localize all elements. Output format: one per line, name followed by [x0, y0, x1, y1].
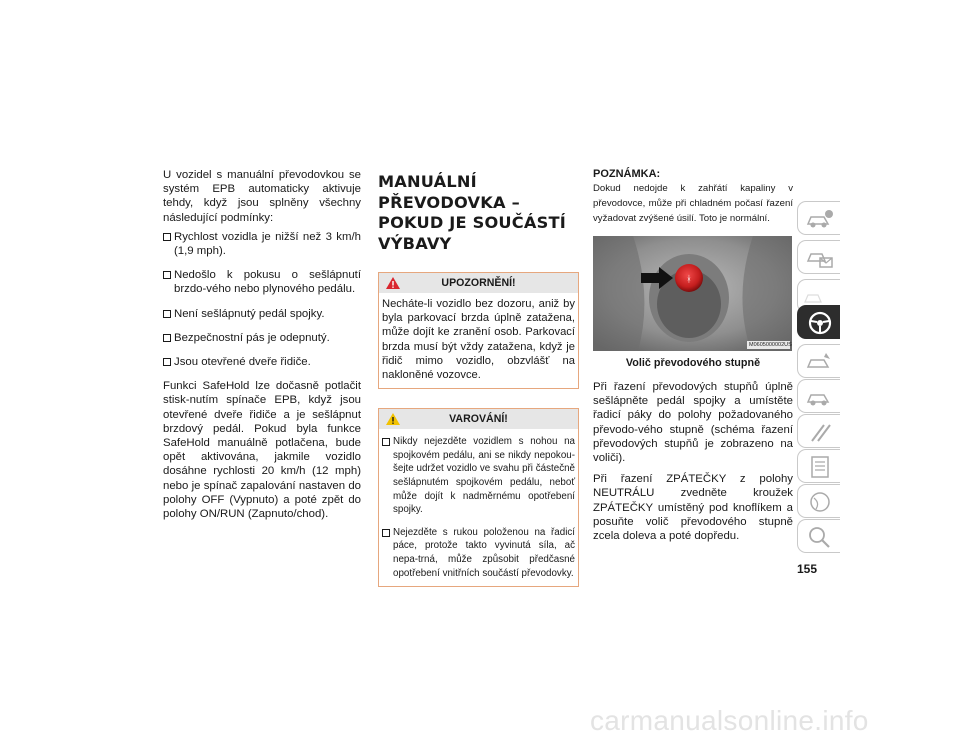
- gear-shifter-image: [593, 236, 792, 351]
- magnifier-icon: [804, 524, 836, 550]
- checkbox-bullet-icon: [163, 334, 171, 342]
- caution-title: UPOZORNĚNÍ!: [441, 277, 516, 289]
- shifting-paragraph: Při řazení převodových stupňů úplně sešlápněte pedál spojky a umístěte řadicí páky do polohy požadovaného převodo-vého stupně (schéma řazení převodových stupňů je zobrazeno na voliči).: [593, 381, 793, 465]
- page-number: 155: [797, 562, 818, 576]
- section-heading: MANUÁLNÍ PŘEVODOVKA – POKUD JE SOUČÁSTÍ VÝBAVY: [378, 172, 566, 253]
- list-item: Nejezděte s rukou položenou na řadicí páce, protože takto vyvinutá síla, ač nepa-trná, může způsobit předčasné opotřebení vnitřních součástí převodovky.: [382, 526, 575, 580]
- checkbox-bullet-icon: [382, 438, 390, 446]
- image-caption: Volič převodového stupně: [625, 357, 761, 369]
- car-mail-icon: [804, 245, 836, 271]
- intro-paragraph: U vozidel s manuální převodovkou se systém EPB automaticky aktivuje tehdy, když jsou splněny všechny následující podmínky:: [163, 169, 361, 224]
- list-item: Bezpečnostní pás je odepnutý.: [163, 331, 361, 345]
- safehold-paragraph: Funkci SafeHold lze dočasně potlačit stisk-nutím spínače EPB, když jsou otevřené dveře řidiče a je sešlápnut brzdový pedál. Pokud byla funkce SafeHold manuálně potlačena, bude opět aktivována, jakmile vozidlo dosáhne rychlosti 20 km/h (12 mph) nebo je spínač zapalování nastaven do polohy OFF (Vypnuto) a poté zpět do polohy ON/RUN (Zapnuto/chod).: [163, 380, 361, 521]
- car-service-icon: [804, 384, 836, 410]
- checkbox-bullet-icon: [163, 358, 171, 366]
- warning-box: [378, 408, 579, 587]
- warning-list: [382, 435, 575, 580]
- warning-title: VAROVÁNÍ!: [449, 413, 508, 426]
- list-item: Jsou otevřené dveře řidiče.: [163, 355, 361, 369]
- car-info-icon: [804, 206, 836, 232]
- tab-search[interactable]: [797, 519, 840, 553]
- column-left: [163, 168, 361, 521]
- tab-steering-wheel-active[interactable]: [797, 305, 840, 339]
- gear-selector-photo: [593, 236, 792, 351]
- tab-list-document[interactable]: [797, 449, 840, 483]
- note-title: POZNÁMKA:: [593, 168, 661, 180]
- checkbox-bullet-icon: [163, 233, 171, 241]
- image-code: M0605000002US: [749, 342, 792, 348]
- tab-car-mail[interactable]: [797, 240, 840, 274]
- caution-header: [379, 273, 578, 293]
- warning-triangle-icon: [385, 412, 401, 426]
- tools-icon: [804, 419, 836, 445]
- list-item: Nikdy nejezděte vozidlem s nohou na spojkovém pedálu, ani se nikdy nepokou-šejte udržet vozidlo ve svahu při částečně sešlápnutém spojkovém pedálu, neboť může dojít k nadměrnému opotřebení spojky.: [382, 435, 575, 517]
- column-middle: [378, 172, 578, 587]
- watermark: carmanualsonline.info: [590, 705, 869, 736]
- caution-text: Necháte-li vozidlo bez dozoru, aniž by byla parkovací brzda úplně zatažena, může dojít ke zranění osob. Parkovací brzda musí být vždy zatažena, když je řidič mimo vozidlo, obzvlášť na nakloněné vozovce.: [382, 298, 575, 382]
- conditions-list: [163, 230, 361, 369]
- checkbox-bullet-icon: [163, 310, 171, 318]
- list-item: Nedošlo k pokusu o sešlápnutí brzdo-vého nebo plynového pedálu.: [163, 268, 361, 296]
- note-text: Dokud nedojde k zahřátí kapaliny v převodovce, může při chladném počasí řazení vyžadovat zvýšené úsilí. Toto je normální.: [593, 183, 793, 224]
- list-item: Rychlost vozidla je nižší než 3 km/h (1,9 mph).: [163, 230, 361, 258]
- globe-icon: [804, 489, 836, 515]
- warning-header: [379, 409, 578, 429]
- tab-car-info[interactable]: [797, 201, 840, 235]
- tab-car-crash[interactable]: [797, 344, 840, 378]
- reverse-paragraph: Při řazení ZPÁTEČKY z polohy NEUTRÁLU zvedněte kroužek ZPÁTEČKY umístěný pod knoflíkem a posuňte volič převodového stupně zcela doleva a poté dopředu.: [593, 473, 793, 543]
- car-crash-icon: [804, 349, 836, 375]
- tab-car-service[interactable]: [797, 379, 840, 413]
- list-item: Není sešlápnutý pedál spojky.: [163, 307, 361, 321]
- svg-text:ᚼ: ᚼ: [686, 275, 692, 285]
- caution-triangle-icon: [385, 276, 401, 290]
- tab-tools[interactable]: [797, 414, 840, 448]
- column-right: [593, 168, 793, 543]
- caution-box: [378, 272, 579, 389]
- tab-globe[interactable]: [797, 484, 840, 518]
- checkbox-bullet-icon: [163, 271, 171, 279]
- list-document-icon: [804, 454, 836, 480]
- checkbox-bullet-icon: [382, 529, 390, 537]
- steering-wheel-icon: [804, 310, 836, 336]
